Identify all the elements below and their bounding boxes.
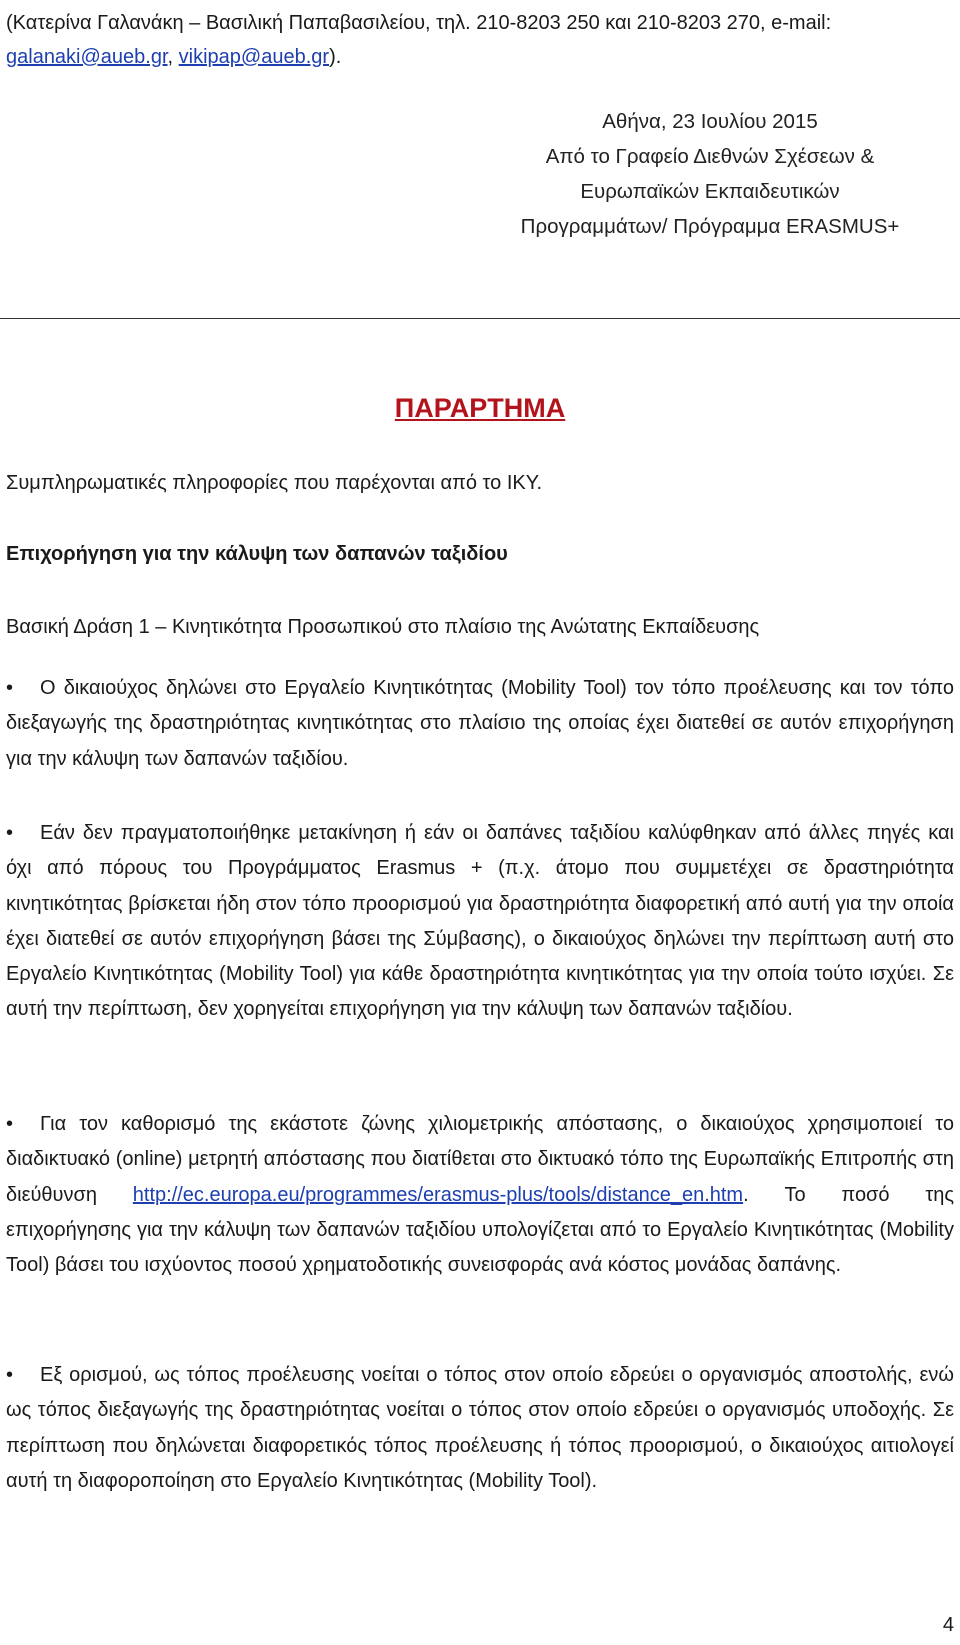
contact-names: (Κατερίνα Γαλανάκη – Βασιλική Παπαβασιλείου, τηλ. 210-8203 250 και 210-8203 270, e-mail: <box>6 12 832 34</box>
office-line-2: Ευρωπαϊκών Εκπαιδευτικών <box>580 180 840 203</box>
bullet-marker: • <box>6 1364 14 1386</box>
bullet-marker: • <box>6 1113 14 1135</box>
email-link-vikipap[interactable]: vikipap@aueb.gr <box>178 46 330 68</box>
key-action-line: Βασική Δράση 1 – Κινητικότητα Προσωπικού στο πλαίσιο της Ανώτατης Εκπαίδευσης <box>6 616 760 638</box>
bullet-text: Ο δικαιούχος δηλώνει στο Εργαλείο Κινητικότητας (Mobility Tool) τον τόπο προέλευσης και τον τόπο διεξαγωγής της δραστηριότητας κινητικότητας στο πλαίσιο της οποίας έχει διατεθεί σε αυτόν επιχορήγηση για την κάλυψη των δαπανών ταξιδίου. <box>6 677 954 770</box>
bullet-text: Εάν δεν πραγματοποιήθηκε μετακίνηση ή εάν οι δαπάνες ταξιδίου καλύφθηκαν από άλλες πηγές και όχι από πόρους του Προγράμματος Erasmus + (π.χ. άτομο που συμμετέχει σε δραστηριότητα κινητικότητας βρίσκεται ήδη στον τόπο προορισμού για δραστηριότητα διαφορετική από αυτή για την οποία έχει διατεθεί σε αυτόν επιχορήγηση βάσει της Σύμβασης), ο δικαιούχος δηλώνει την περίπτωση αυτή στο Εργαλείο Κινητικότητας (Mobility Tool) για κάθε δραστηριότητα κινητικότητας για την οποία τούτο ισχύει. Σε αυτή την περίπτωση, δεν χορηγείται επιχορήγηση για την κάλυψη των δαπανών ταξιδίου. <box>6 822 954 1021</box>
bullet-paragraph-4 <box>6 1358 954 1499</box>
office-line-1: Από το Γραφείο Διεθνών Σχέσεων & <box>545 145 875 168</box>
horizontal-divider <box>0 318 960 319</box>
subtitle: Συμπληρωματικές πληροφορίες που παρέχονται από το ΙΚΥ. <box>6 472 543 494</box>
bullet-paragraph-2 <box>6 816 954 1028</box>
page-number: 4 <box>942 1614 954 1636</box>
bullet-text-after-link: . Το ποσό της επιχορήγησης για την κάλυψη των δαπανών ταξιδίου υπολογίζεται από το Εργαλείο Κινητικότητας (Mobility Tool) βάσει του ισχύοντος ποσού χρηματοδοτικής συνεισφοράς ανά κόστος μονάδας δαπάνης. <box>6 1183 955 1277</box>
annex-title: ΠΑΡΑΡΤΗΜΑ <box>394 393 566 423</box>
bullet-paragraph-1 <box>6 671 954 777</box>
office-line-3: Προγραμμάτων/ Πρόγραμμα ERASMUS+ <box>520 215 900 238</box>
contact-info: (Κατερίνα Γαλανάκη – Βασιλική Παπαβασιλείου, τηλ. 210-8203 250 και 210-8203 270, e-mail: galanaki@aueb.gr, vikipap@aueb.gr). <box>6 12 832 68</box>
bullet-text-before-link: Για τον καθορισμό της εκάστοτε ζώνης χιλιομετρικής απόστασης, ο δικαιούχος χρησιμοποιεί το διαδικτυακό (online) μετρητή απόστασης που διατίθεται στο δικτυακό τόπο της Ευρωπαϊκής Επιτροπής στη διεύθυνση <box>6 1113 954 1206</box>
section-heading: Επιχορήγηση για την κάλυψη των δαπανών ταξιδίου <box>6 543 508 565</box>
bullet-marker: • <box>6 822 14 844</box>
distance-calculator-link[interactable]: http://ec.europa.eu/programmes/erasmus-plus/tools/distance_en.htm <box>132 1183 744 1206</box>
bullet-marker: • <box>6 677 14 699</box>
bullet-paragraph-3 <box>6 1107 954 1283</box>
place-date-block <box>480 104 940 244</box>
email-link-galanaki[interactable]: galanaki@aueb.gr <box>6 46 168 68</box>
date-line: Αθήνα, 23 Ιουλίου 2015 <box>602 110 818 133</box>
bullet-text: Εξ ορισμού, ως τόπος προέλευσης νοείται ο τόπος στον οποίο εδρεύει ο οργανισμός αποστολής, ενώ ως τόπος διεξαγωγής της δραστηριότητας νοείται ο τόπος στον οποίο εδρεύει ο οργανισμός υποδοχής. Σε περίπτωση που δηλώνεται διαφορετικός τόπος προέλευσης ή τόπος προορισμού, ο δικαιούχος αιτιολογεί αυτή τη διαφοροποίηση στο Εργαλείο Κινητικότητας (Mobility Tool). <box>6 1364 954 1492</box>
